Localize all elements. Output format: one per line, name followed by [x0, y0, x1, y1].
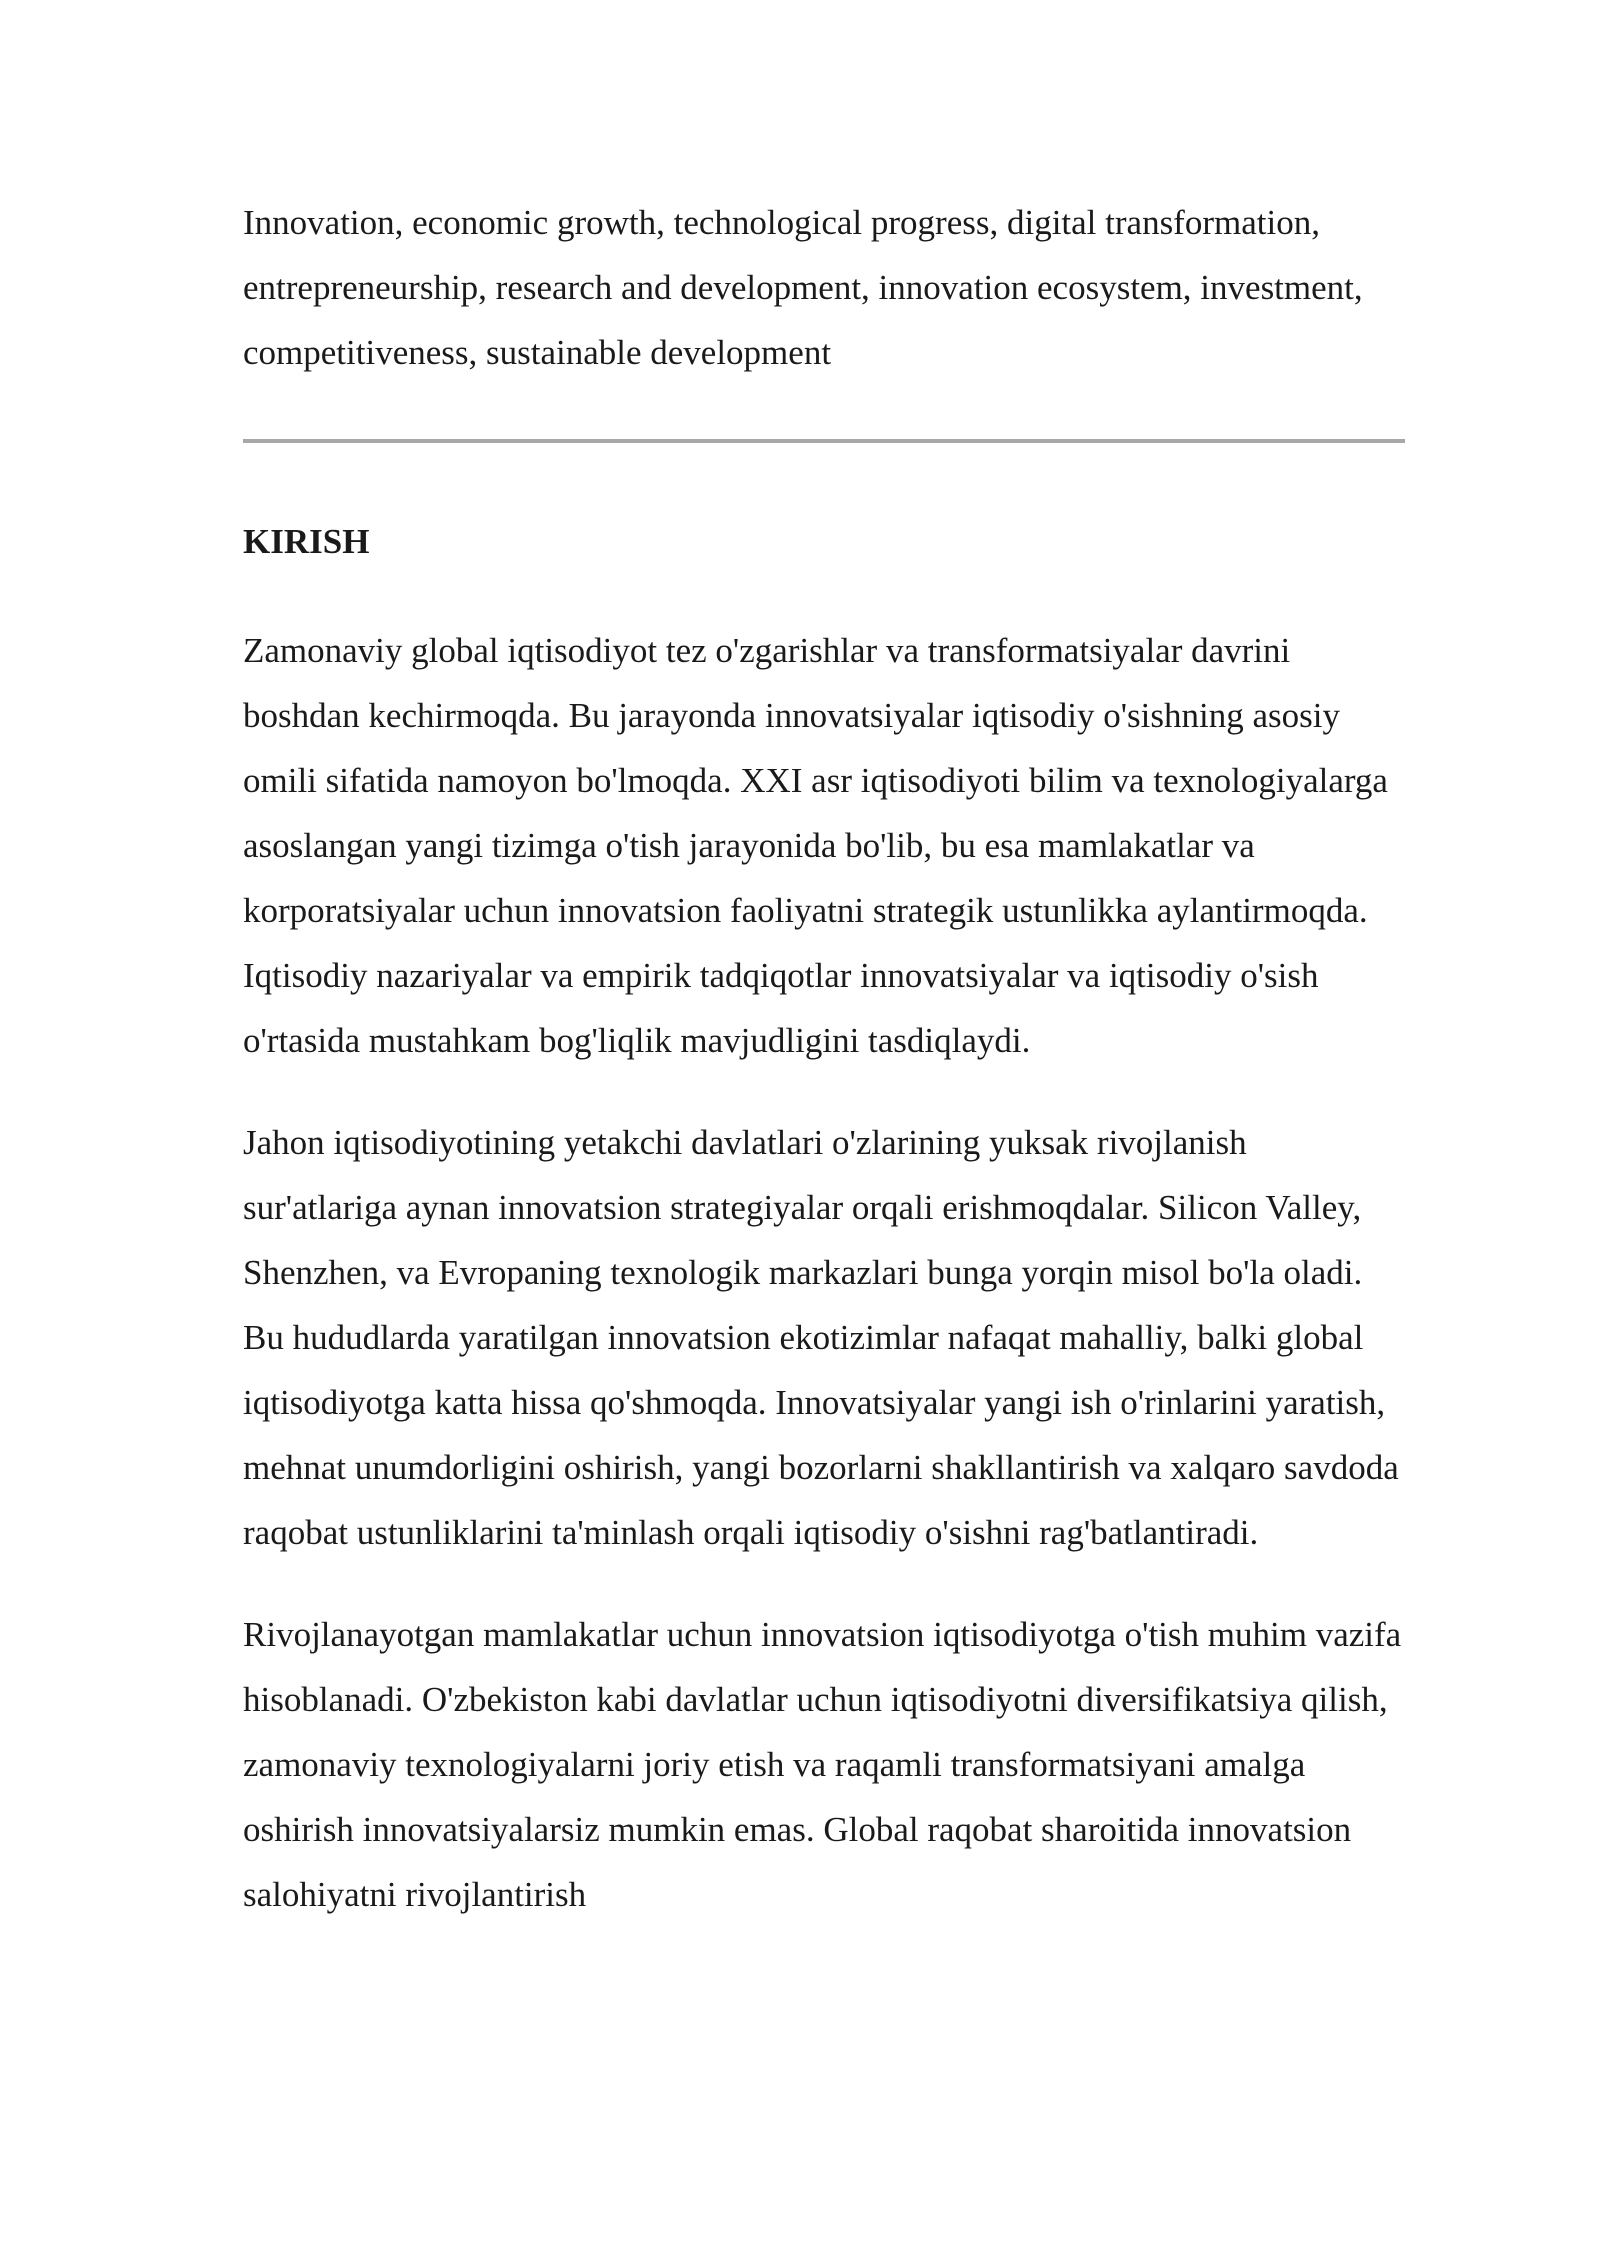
document-page [243, 190, 1403, 1927]
body-paragraph: Jahon iqtisodiyotining yetakchi davlatlari o'zlarining yuksak rivojlanish sur'atlariga aynan innovatsion strategiyalar orqali erishmoqdalar. Silicon Valley, Shenzhen, va Evropaning texnologik markazlari bunga yorqin misol bo'la oladi. Bu hududlarda yaratilgan innovatsion ekotizimlar nafaqat mahalliy, balki global iqtisodiyotga katta hissa qo'shmoqda. Innovatsiyalar yangi ish o'rinlarini yaratish, mehnat unumdorligini oshirish, yangi bozorlarni shakllantirish va xalqaro savdoda raqobat ustunliklarini ta'minlash orqali iqtisodiy o'sishni rag'batlantiradi. [243, 1123, 1399, 1552]
section-heading: KIRISH [243, 522, 370, 561]
section-divider [243, 439, 1405, 443]
keywords-text: Innovation, economic growth, technological progress, digital transformation, entrepreneurship, research and development, innovation ecosystem, investment, competitiveness, sustainable development [243, 203, 1363, 372]
body-paragraph: Zamonaviy global iqtisodiyot tez o'zgarishlar va transformatsiyalar davrini boshdan kechirmoqda. Bu jarayonda innovatsiyalar iqtisodiy o'sishning asosiy omili sifatida namoyon bo'lmoqda. XXI asr iqtisodiyoti bilim va texnologiyalarga asoslangan yangi tizimga o'tish jarayonida bo'lib, bu esa mamlakatlar va korporatsiyalar uchun innovatsion faoliyatni strategik ustunlikka aylantirmoqda. Iqtisodiy nazariyalar va empirik tadqiqotlar innovatsiyalar va iqtisodiy o'sish o'rtasida mustahkam bog'liqlik mavjudligini tasdiqlaydi. [243, 631, 1388, 1060]
body-paragraph: Rivojlanayotgan mamlakatlar uchun innovatsion iqtisodiyotga o'tish muhim vazifa hisoblanadi. O'zbekiston kabi davlatlar uchun iqtisodiyotni diversifikatsiya qilish, zamonaviy texnologiyalarni joriy etish va raqamli transformatsiyani amalga oshirish innovatsiyalarsiz mumkin emas. Global raqobat sharoitida innovatsion salohiyatni rivojlantirish [243, 1615, 1402, 1914]
